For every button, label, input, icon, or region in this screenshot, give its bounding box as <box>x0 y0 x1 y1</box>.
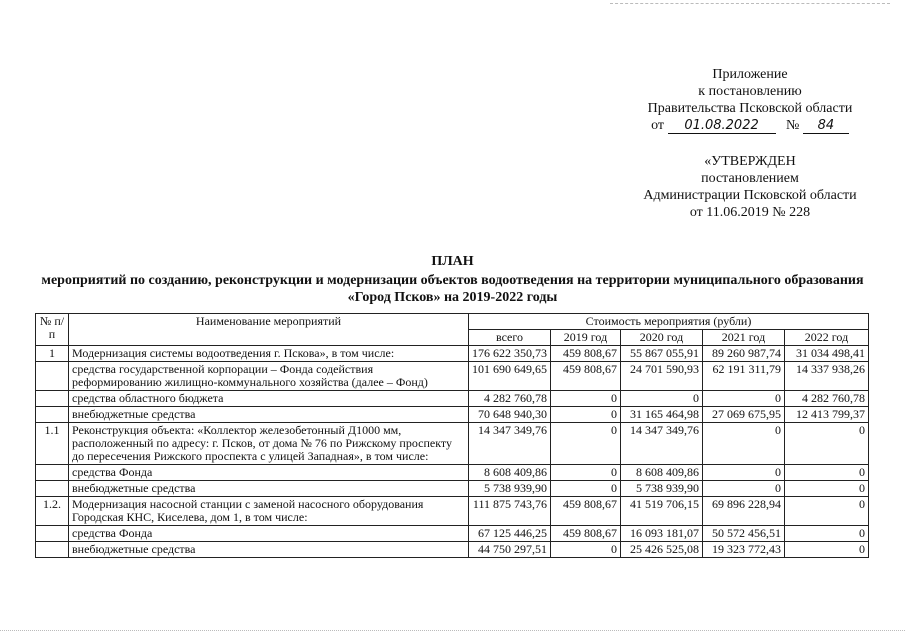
appendix-block <box>600 66 900 134</box>
table-row <box>36 423 869 465</box>
approved-line-1: «УТВЕРЖДЕН <box>704 154 796 169</box>
approved-line-4: от 11.06.2019 № 228 <box>689 205 811 220</box>
row-name: внебюджетные средства <box>69 407 469 423</box>
table-row <box>36 407 869 423</box>
cell-2020: 55 867 055,91 <box>621 346 703 362</box>
cell-total: 67 125 446,25 <box>469 526 551 542</box>
row-name: Модернизация системы водоотведения г. Пскова», в том числе: <box>69 346 469 362</box>
cell-2022: 0 <box>785 481 869 497</box>
row-num: 1.1 <box>36 423 69 465</box>
approved-line-2: постановлением <box>701 171 799 186</box>
appendix-line-1: Приложение <box>712 67 788 82</box>
cell-2022: 14 337 938,26 <box>785 362 869 391</box>
cell-2019: 459 808,67 <box>551 497 621 526</box>
cell-2021: 27 069 675,95 <box>703 407 785 423</box>
header-num: № п/п <box>36 314 69 346</box>
scan-artifact-bottom <box>0 630 905 631</box>
cell-total: 111 875 743,76 <box>469 497 551 526</box>
row-num <box>36 407 69 423</box>
approved-block <box>600 153 900 221</box>
cell-total: 70 648 940,30 <box>469 407 551 423</box>
row-name: средства Фонда <box>69 526 469 542</box>
number-prefix: № <box>786 118 800 133</box>
cell-2019: 459 808,67 <box>551 526 621 542</box>
cell-total: 176 622 350,73 <box>469 346 551 362</box>
row-name: внебюджетные средства <box>69 481 469 497</box>
cell-2021: 89 260 987,74 <box>703 346 785 362</box>
header-row-1 <box>36 314 869 330</box>
plan-subtitle: мероприятий по созданию, реконструкции и модернизации объектов водоотведения на территории муниципального образования «Город Псков» на 2019-2022 годы <box>41 273 864 305</box>
cell-2022: 0 <box>785 423 869 465</box>
table-row <box>36 465 869 481</box>
cell-2021: 0 <box>703 481 785 497</box>
approved-line-3: Администрации Псковской области <box>643 188 857 203</box>
cell-total: 8 608 409,86 <box>469 465 551 481</box>
cell-total: 4 282 760,78 <box>469 391 551 407</box>
row-name: средства Фонда <box>69 465 469 481</box>
cell-2020: 25 426 525,08 <box>621 542 703 558</box>
table-row <box>36 346 869 362</box>
cell-2020: 14 347 349,76 <box>621 423 703 465</box>
cell-total: 101 690 649,65 <box>469 362 551 391</box>
cell-2020: 8 608 409,86 <box>621 465 703 481</box>
table-row <box>36 526 869 542</box>
row-num <box>36 465 69 481</box>
table-row <box>36 481 869 497</box>
cell-2021: 69 896 228,94 <box>703 497 785 526</box>
appendix-date-row <box>600 117 900 134</box>
cell-2022: 0 <box>785 526 869 542</box>
row-name: Модернизация насосной станции с заменой насосного оборудования Городская КНС, Киселева, дом 1, в том числе: <box>69 497 469 526</box>
row-num <box>36 481 69 497</box>
cell-2022: 4 282 760,78 <box>785 391 869 407</box>
cell-total: 14 347 349,76 <box>469 423 551 465</box>
table-row <box>36 497 869 526</box>
table-row <box>36 542 869 558</box>
cell-2021: 50 572 456,51 <box>703 526 785 542</box>
row-num: 1.2. <box>36 497 69 526</box>
cell-2020: 24 701 590,93 <box>621 362 703 391</box>
cell-2019: 0 <box>551 423 621 465</box>
handwritten-date: 01.08.2022 <box>668 118 776 134</box>
row-num <box>36 542 69 558</box>
cell-2019: 0 <box>551 542 621 558</box>
header-cost: Стоимость мероприятия (рубли) <box>469 314 869 330</box>
cell-2021: 62 191 311,79 <box>703 362 785 391</box>
header-2022: 2022 год <box>785 330 869 346</box>
table-row <box>36 362 869 391</box>
cell-2021: 0 <box>703 423 785 465</box>
header-2019: 2019 год <box>551 330 621 346</box>
cell-2022: 0 <box>785 542 869 558</box>
cell-2021: 0 <box>703 465 785 481</box>
cell-2020: 5 738 939,90 <box>621 481 703 497</box>
row-num <box>36 362 69 391</box>
cell-2022: 31 034 498,41 <box>785 346 869 362</box>
row-num <box>36 391 69 407</box>
row-num: 1 <box>36 346 69 362</box>
plan-title: ПЛАН <box>431 254 474 269</box>
row-name: средства областного бюджета <box>69 391 469 407</box>
row-name: средства государственной корпорации – Фонда содействия реформированию жилищно-коммунального хозяйства (далее – Фонд) <box>69 362 469 391</box>
row-name: внебюджетные средства <box>69 542 469 558</box>
scan-artifact-top <box>610 3 890 4</box>
date-prefix: от <box>651 118 665 133</box>
cell-total: 44 750 297,51 <box>469 542 551 558</box>
cell-total: 5 738 939,90 <box>469 481 551 497</box>
cell-2020: 31 165 464,98 <box>621 407 703 423</box>
table-row <box>36 391 869 407</box>
header-2020: 2020 год <box>621 330 703 346</box>
row-num <box>36 526 69 542</box>
header-total: всего <box>469 330 551 346</box>
cell-2019: 0 <box>551 391 621 407</box>
cell-2022: 0 <box>785 465 869 481</box>
cell-2019: 0 <box>551 465 621 481</box>
cell-2020: 0 <box>621 391 703 407</box>
cell-2019: 459 808,67 <box>551 346 621 362</box>
header-2021: 2021 год <box>703 330 785 346</box>
cell-2019: 0 <box>551 407 621 423</box>
cell-2021: 0 <box>703 391 785 407</box>
cell-2021: 19 323 772,43 <box>703 542 785 558</box>
cell-2020: 16 093 181,07 <box>621 526 703 542</box>
appendix-line-2: к постановлению <box>698 84 802 99</box>
row-name: Реконструкция объекта: «Коллектор железобетонный Д1000 мм, расположенный по адресу: г. Псков, от дома № 76 по Рижскому проспекту до пересечения Рижского проспекта с улицей Западная», в том числе: <box>69 423 469 465</box>
header-name: Наименование мероприятий <box>69 314 469 346</box>
plan-table <box>35 313 869 558</box>
cell-2019: 0 <box>551 481 621 497</box>
cell-2019: 459 808,67 <box>551 362 621 391</box>
cell-2022: 12 413 799,37 <box>785 407 869 423</box>
appendix-line-3: Правительства Псковской области <box>647 101 853 116</box>
cell-2020: 41 519 706,15 <box>621 497 703 526</box>
handwritten-number: 84 <box>803 118 849 134</box>
cell-2022: 0 <box>785 497 869 526</box>
